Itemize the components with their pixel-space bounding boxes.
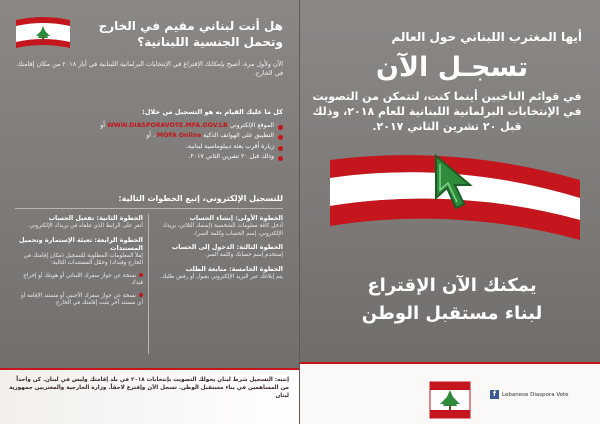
headline: تسجـل الآن	[375, 52, 529, 83]
right-panel	[300, 0, 600, 424]
option-deadline	[15, 153, 283, 161]
howto-text: كل ما عليك القيام به هو التسجيل من خلال:	[142, 108, 283, 116]
option-label: الموقع الإلكتروني	[229, 122, 274, 129]
step-4-heading: الخطوة الرابعة: تعبئة الإستمارة وتحميل المستندات	[19, 235, 143, 252]
bullet-icon	[278, 125, 283, 130]
step-2-body: أنقر على الرابط الذي تتلقاه في بريدك الإلكتروني.	[27, 223, 143, 229]
facebook-icon: f	[490, 390, 499, 399]
step-1-body: أدخل كافة معلومات الشخصية (إسمك الثلاثي، بريدك الإلكتروني، إسم الحساب وكلمة السر).	[162, 223, 283, 237]
greeting: أيها المغترب اللبناني حول العالم	[391, 30, 582, 44]
steps-column-2	[15, 214, 143, 313]
option-label: زيارة أقرب بعثة ديبلوماسية لبنانية،	[185, 142, 274, 150]
step-3-body: إستخدم إسم حسابك وكلمة السر.	[204, 252, 283, 259]
bullet-icon	[139, 293, 143, 297]
facebook-label: Lebanese Diaspora Vote	[502, 392, 569, 398]
facebook-link[interactable]	[490, 390, 569, 399]
document-item	[15, 293, 143, 308]
question-title: هل أنت لبناني مقيم في الخارج وتحمل الجنسية اللبنانية؟	[98, 19, 283, 50]
option-suffix: أو	[100, 122, 107, 129]
bullet-icon	[278, 135, 283, 140]
left-footer	[0, 368, 299, 424]
step-4-body: إملأ المعلومات المطلوبة للتسجيل (مكان إقامتك في الخارج وقيدك) وحمّل المستندات التالية:	[23, 252, 143, 267]
option-website	[15, 122, 283, 130]
cursor-arrow-icon	[430, 152, 490, 212]
option-label: وذلك قبل ٢٠ تشرين الثاني ٢٠١٧.	[188, 153, 274, 161]
bullet-icon	[139, 273, 143, 277]
bullet-icon	[278, 156, 283, 161]
steps-heading: للتسجيل الإلكتروني، إتبع الخطوات التالية:	[118, 194, 283, 203]
option-app	[15, 132, 283, 140]
column-divider	[148, 214, 149, 354]
option-mission	[15, 143, 283, 151]
document-item	[15, 273, 143, 288]
app-name: MOFA Online	[156, 132, 202, 140]
registration-options	[15, 122, 283, 163]
intro-text: الآن ولأول مرة، أصبح بإمكانك الإقتراع في الإنتخابات البرلمانية اللبنانية في أيار ٢٠١٨ من مكان إقامتك في الخارج.	[16, 60, 283, 77]
step-2-heading: الخطوة الثانية: تفعيل الحساب	[48, 214, 143, 222]
website-link[interactable]: WWW.DIASPORAVOTE.MFA.GOV.LB	[106, 122, 228, 129]
document-label: نسخة عن جواز سفرك اللبناني أو هويتك أو إخراج قيدك	[23, 272, 143, 287]
ministry-cedar-logo-icon	[428, 368, 472, 420]
step-1-heading: الخطوة الأولى: إنشاء الحساب	[189, 214, 283, 222]
steps-column-1	[155, 214, 283, 286]
step-5-heading: الخطوة الخامسة: متابعة الطلب	[185, 264, 283, 273]
subtitle: في قوائم الناخبين أينما كنت، لتتمكن من التصويت في الإنتخابات البرلمانية اللبنانية للعام ٢٠١٨، وذلك قبل ٢٠ تشرين الثاني ٢٠١٧.	[312, 90, 582, 133]
step-5-body: يتم إبلاغك عبر البريد الإلكتروني بقبول أو رفض طلبك.	[159, 273, 283, 280]
option-suffix: ، أو	[146, 132, 157, 140]
right-footer	[300, 362, 600, 424]
bullet-icon	[278, 146, 283, 151]
bottom-line-2: لبناء مستقبل الوطن	[361, 303, 543, 324]
document-label: نسخة عن جواز سفرك الأجنبي أو مستند الإقامة أو أي مستند آخر يثبت إقامتك في الخارج	[21, 292, 143, 307]
option-label: التطبيق على الهواتف الذكية	[203, 132, 274, 140]
step-3-heading: الخطوة الثالثة: الدخول إلى الحساب	[171, 243, 283, 252]
lebanese-flag-icon	[14, 14, 72, 54]
divider	[15, 208, 283, 209]
footer-notice: إنتبه: التسجيل شرط لبنان يخولك التصويت بإنتخابات ٢٠١٨ في بلد إقامتك وليس في لبنان. كن واحداً من المساهمين في بناء مستقبل الوطن. تسجل الآن وإقترع لاحقاً. وزارة الخارجية والمغتربين جمهورية لبنان	[9, 377, 289, 400]
bottom-line-1: يمكنك الآن الإقتراع	[367, 275, 537, 296]
